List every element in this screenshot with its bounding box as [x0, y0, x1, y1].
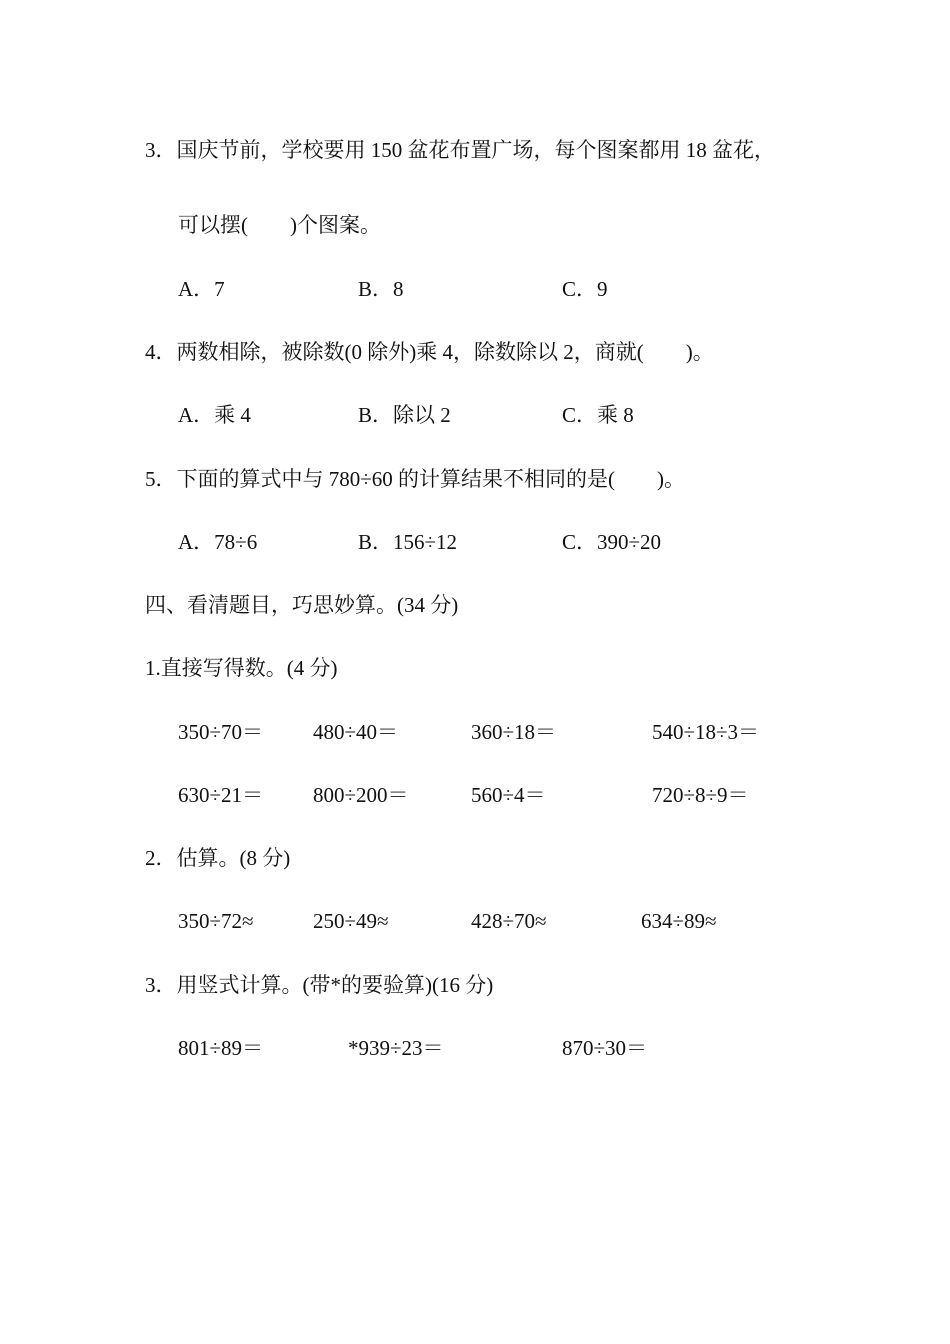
- part1-row1-item1: 350÷70＝: [178, 720, 264, 744]
- part3-title: 3．用竖式计算。(带*的要验算)(16 分): [145, 973, 494, 997]
- q5-option-a: A．78÷6: [178, 530, 258, 554]
- q3-option-c: C．9: [562, 277, 608, 301]
- section4-title: 四、看清题目，巧思妙算。(34 分): [145, 593, 459, 617]
- q4-option-a: A．乘 4: [178, 403, 251, 427]
- part1-row2-item4: 720÷8÷9＝: [652, 783, 749, 807]
- q3-text-line2: 可以摆( )个图案。: [178, 213, 381, 237]
- part2-row1-item4: 634÷89≈: [641, 909, 717, 933]
- q4-option-c: C．乘 8: [562, 403, 634, 427]
- part1-row1-item3: 360÷18＝: [471, 720, 557, 744]
- q5-text: 5．下面的算式中与 780÷60 的计算结果不相同的是( )。: [145, 467, 686, 491]
- part1-row2-item3: 560÷4＝: [471, 783, 546, 807]
- q3-option-a: A．7: [178, 277, 225, 301]
- part2-row1-item3: 428÷70≈: [471, 909, 547, 933]
- part1-row1-item2: 480÷40＝: [313, 720, 399, 744]
- part2-row1-item2: 250÷49≈: [313, 909, 389, 933]
- part3-row1-item2: *939÷23＝: [348, 1036, 444, 1060]
- part1-title: 1.直接写得数。(4 分): [145, 656, 338, 680]
- part3-row1-item3: 870÷30＝: [562, 1036, 648, 1060]
- part1-row1-item4: 540÷18÷3＝: [652, 720, 760, 744]
- q3-text-line1: 3．国庆节前，学校要用 150 盆花布置广场，每个图案都用 18 盆花，: [145, 138, 775, 162]
- part1-row2-item1: 630÷21＝: [178, 783, 264, 807]
- part3-row1-item1: 801÷89＝: [178, 1036, 264, 1060]
- part1-row2-item2: 800÷200＝: [313, 783, 409, 807]
- q3-option-b: B．8: [358, 277, 404, 301]
- part2-row1-item1: 350÷72≈: [178, 909, 254, 933]
- part2-title: 2．估算。(8 分): [145, 846, 291, 870]
- q5-option-b: B．156÷12: [358, 530, 458, 554]
- q4-text: 4．两数相除，被除数(0 除外)乘 4，除数除以 2，商就( )。: [145, 340, 714, 364]
- q5-option-c: C．390÷20: [562, 530, 662, 554]
- q4-option-b: B．除以 2: [358, 403, 451, 427]
